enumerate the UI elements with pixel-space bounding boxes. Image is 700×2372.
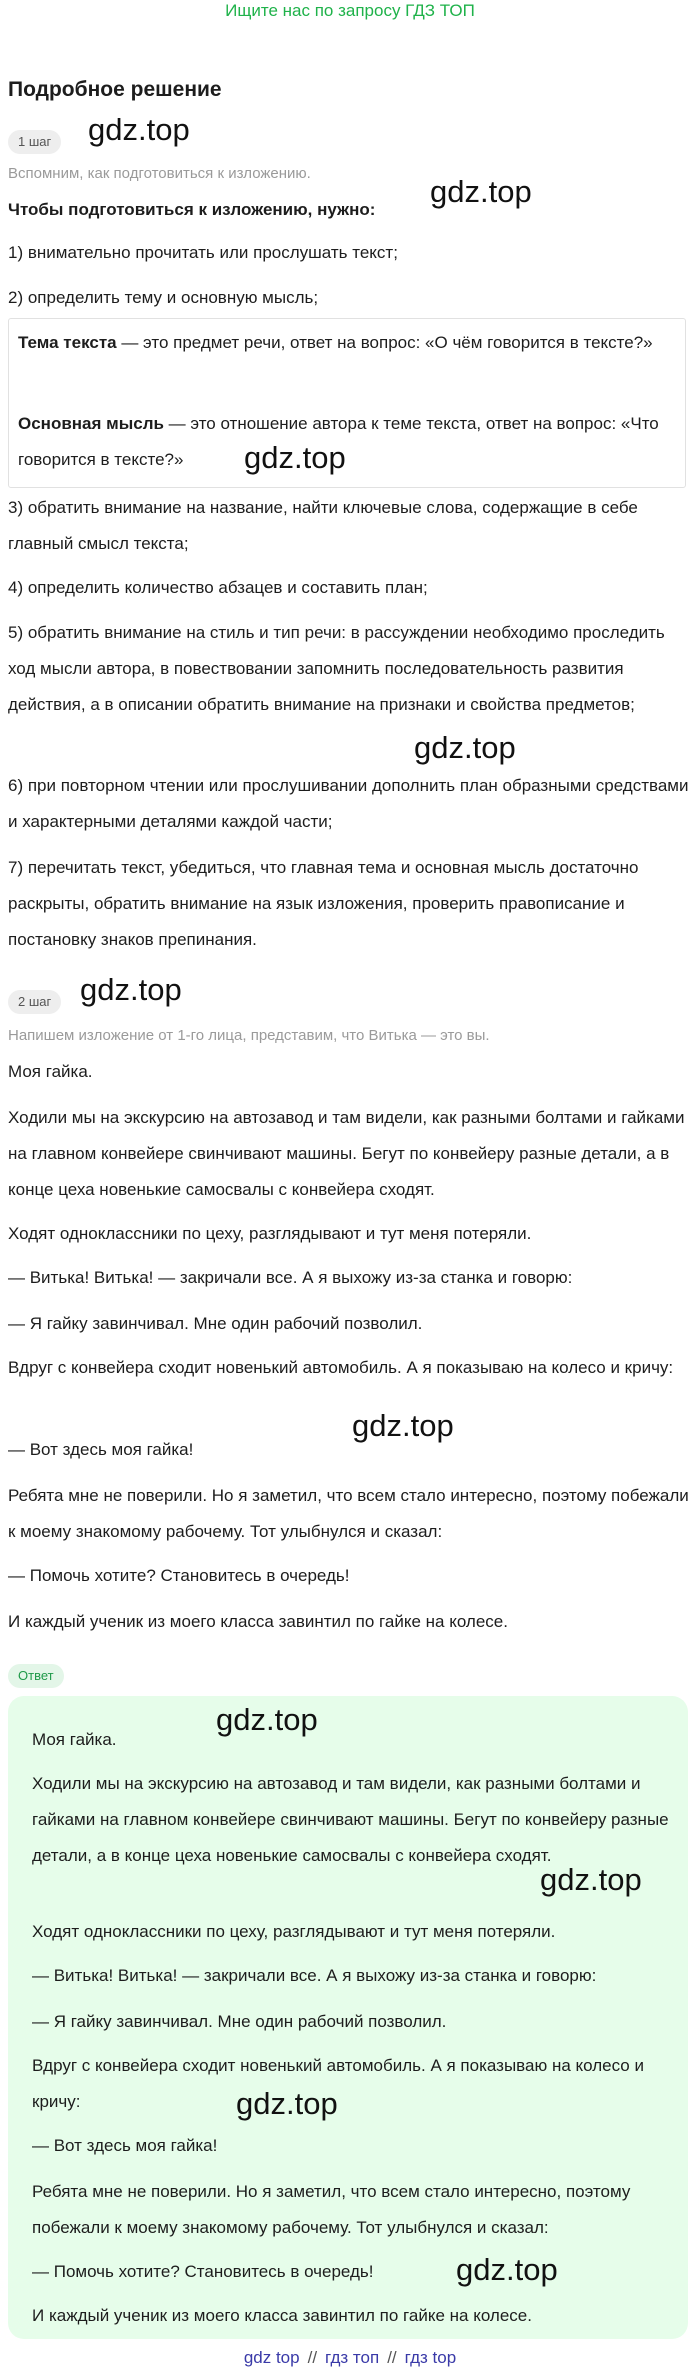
story-paragraph: Ходят одноклассники по цеху, разглядывают и тут меня потеряли. (8, 1224, 532, 1243)
story-paragraph: Вдруг с конвейера сходит новенький автомобиль. А я показываю на колесо и кричу: (8, 1358, 674, 1377)
definition-box (8, 318, 686, 488)
answer-title: Моя гайка. (32, 1730, 117, 1749)
watermark: gdz.top (216, 1702, 318, 1737)
story-paragraph: — Витька! Витька! — закричали все. А я выхожу из-за станка и говорю: (8, 1268, 573, 1287)
list-item: 1) внимательно прочитать или прослушать текст; (8, 243, 398, 262)
answer-paragraph: И каждый ученик из моего класса завинтил по гайке на колесе. (32, 2306, 532, 2325)
answer-paragraph: Ходят одноклассники по цеху, разглядывают и тут меня потеряли. (32, 1922, 556, 1941)
list-item: 3) обратить внимание на название, найти ключевые слова, содержащие в себе главный смысл текста; (8, 498, 638, 553)
definition-topic: Тема текста — это предмет речи, ответ на вопрос: «О чём говорится в тексте?» (18, 333, 653, 352)
answer-paragraph: — Я гайку завинчивал. Мне один рабочий позволил. (32, 2012, 447, 2031)
story-paragraph: — Помочь хотите? Становитесь в очередь! (8, 1566, 350, 1585)
story-paragraph: И каждый ученик из моего класса завинтил по гайке на колесе. (8, 1612, 508, 1631)
story-paragraph: — Я гайку завинчивал. Мне один рабочий позволил. (8, 1314, 423, 1333)
answer-paragraph: Вдруг с конвейера сходит новенький автомобиль. А я показываю на колесо и кричу: (32, 2056, 644, 2111)
top-banner[interactable]: Ищите нас по запросу ГДЗ ТОП (225, 1, 475, 20)
footer-separator: // (307, 2348, 318, 2367)
answer-paragraph: — Витька! Витька! — закричали все. А я выхожу из-за станка и говорю: (32, 1966, 597, 1985)
step-2-note: Напишем изложение от 1-го лица, представим, что Витька — это вы. (8, 1027, 490, 1044)
answer-badge: Ответ (8, 1664, 64, 1688)
page-title: Подробное решение (8, 78, 222, 101)
watermark: gdz.top (414, 730, 516, 765)
step-1-note: Вспомним, как подготовиться к изложению. (8, 165, 311, 182)
answer-paragraph: Ходили мы на экскурсию на автозавод и там видели, как разными болтами и гайками на главном конвейере свинчивают машины. Бегут по конвейеру разные детали, а в конце цеха новенькие самосвалы с конвейера сходят. (32, 1774, 669, 1865)
list-item: 5) обратить внимание на стиль и тип речи: в рассуждении необходимо проследить ход мысли автора, в повествовании запомнить последовательность развития действия, а в описании обратить внимание на признаки и свойства предметов; (8, 623, 665, 714)
answer-paragraph: Ребята мне не поверили. Но я заметил, что всем стало интересно, поэтому побежали к моему знакомому рабочему. Тот улыбнулся и сказал: (32, 2182, 631, 2237)
watermark: gdz.top (456, 2252, 558, 2287)
list-item: 2) определить тему и основную мысль; (8, 288, 319, 307)
footer-link[interactable]: gdz top (243, 2348, 300, 2367)
list-item: 6) при повторном чтении или прослушивании дополнить план образными средствами и характерными деталями каждой части; (8, 776, 689, 831)
definition-main-idea: Основная мысль — это отношение автора к теме текста, ответ на вопрос: «Что говорится в тексте?» (18, 414, 659, 469)
list-item: 4) определить количество абзацев и составить план; (8, 578, 428, 597)
watermark: gdz.top (88, 112, 190, 147)
footer-separator: // (387, 2348, 397, 2367)
intro-text: Чтобы подготовиться к изложению, нужно: (8, 200, 376, 219)
footer-link[interactable]: гдз top (404, 2348, 457, 2367)
watermark: gdz.top (244, 440, 346, 475)
answer-box (8, 1696, 688, 2339)
footer-link[interactable]: гдз топ (325, 2348, 380, 2367)
watermark: gdz.top (352, 1408, 454, 1443)
watermark: gdz.top (540, 1862, 642, 1897)
step-2-badge: 2 шаг (8, 990, 61, 1014)
step-1-badge: 1 шаг (8, 130, 61, 154)
watermark: gdz.top (430, 174, 532, 209)
answer-paragraph: — Помочь хотите? Становитесь в очередь! (32, 2262, 374, 2281)
answer-paragraph: — Вот здесь моя гайка! (32, 2136, 218, 2155)
story-paragraph: — Вот здесь моя гайка! (8, 1440, 194, 1459)
footer-links (0, 2346, 700, 2370)
story-paragraph: Ходили мы на экскурсию на автозавод и там видели, как разными болтами и гайками на главном конвейере свинчивают машины. Бегут по конвейеру разные детали, а в конце цеха новенькие самосвалы с конвейера сходят. (8, 1108, 685, 1199)
story-paragraph: Ребята мне не поверили. Но я заметил, что всем стало интересно, поэтому побежали к моему знакомому рабочему. Тот улыбнулся и сказал: (8, 1486, 689, 1541)
watermark: gdz.top (236, 2086, 338, 2121)
watermark: gdz.top (80, 972, 182, 1007)
story-title: Моя гайка. (8, 1062, 93, 1081)
list-item: 7) перечитать текст, убедиться, что главная тема и основная мысль достаточно раскрыты, обратить внимание на язык изложения, проверить правописание и постановку знаков препинания. (8, 858, 639, 949)
